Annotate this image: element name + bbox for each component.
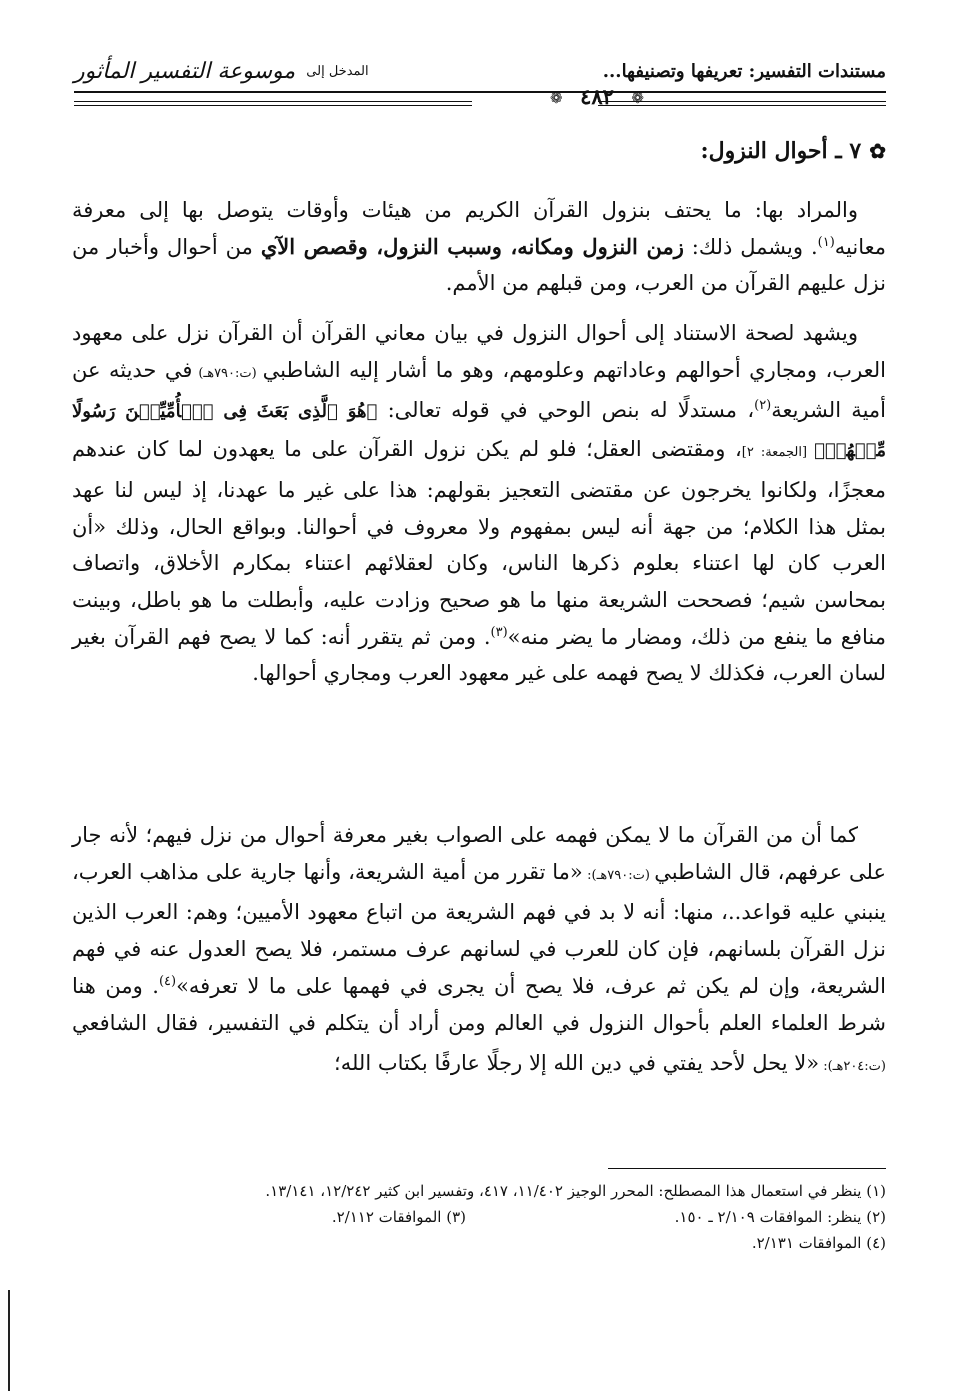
page-edge-line [8,1290,10,1391]
footnote-ref-1: (١) [817,234,835,250]
para2-text-4: ، ومقتضى العقل؛ فلو لم يكن نزول القرآن على ما يعهدون لما كان عندهم معجزًا، ولكانوا يخرجون عن مقتضى التعجيز بقولهم: هذا على غير ما عهدنا، إذ ليس لنا عهد بمثل هذا الكلام؛ من جهة أنه ليس بمفهوم ولا معروف في أحوالنا. وبواقع الحال، وذلك «أن العرب كان لها اعتناء بعلوم ذكرها الناس، وكان لعقلائهم اعتناء بمكارم الأخلاق، واتصاف بمحاسن شيم؛ فصححت الشريعة منها ما هو صحيح وزادت عليه، وأبطلت ما هو باطل، وبينت منافع ما ينفع من ذلك، ومضار ما يضر منه» [72,437,887,649]
death-date-shafii: (ت:٢٠٤هـ): [819,1059,886,1075]
footnote-row-2-3 [72,1204,886,1230]
section-heading-text: ٧ ـ أحوال النزول: [700,138,862,164]
footnote-4: (٤) الموافقات ٢/١٣١. [751,1234,886,1252]
death-date-shatibi-2: (ت:٧٩٠هـ): [582,867,655,883]
para1-bold: زمن النزول ومكانه، وسبب النزول، وقصص الآي [260,233,684,259]
ornament-icon: ❁ [631,89,644,107]
para3-text-3: . ومن هنا شرط العلماء العلم بأحوال النزول في العالم ومن أراد أن يتكلم في التفسير، فقال الشافعي [72,973,886,1035]
footnote-ref-3: (٣) [490,624,508,640]
quran-verse: ﴿هُوَ ٱلَّذِى بَعَثَ فِى ٱلۡأُمِّيِّـۧنَ رَسُولًا مِّنۡهُمۡ﴾ [72,401,887,462]
page-number-block [522,83,672,111]
book-title-main: موسوعة التفسير المأثور [74,59,296,84]
header-rule-left [74,101,472,102]
para1-text-1: والمراد بها: ما يحتف بنزول القرآن الكريم من هيئات وأوقات يتوصل بها إلى معرفة معانيه [72,198,886,259]
footnote-rule [608,1168,886,1169]
paragraph-1 [72,192,886,302]
header-rule [74,91,886,93]
para1-text-3: من أحوال وأخبار من نزل عليهم القرآن من العرب، ومن قبلهم من الأمم. [72,234,886,296]
page-header [74,55,886,117]
footnote-ref-2: (٢) [754,398,772,414]
footnote-2: (٢) ينظر: الموافقات ٢/١٠٩ ـ ١٥٠. [674,1208,886,1226]
para3-text-2: «ما تقرر من أمية الشريعة، وأنها جارية على مذاهب العرب، ينبني عليه قواعد..، منها: أنه لا بد في فهم الشريعة من اتباع معهود الأميين؛ وهم: العرب الذين نزل القرآن بلسانهم، فإن كان للعرب في لسانهم عرف مستمر، فلا يصح العدول عنه في فهم الشريعة، وإن لم يكن ثم عرف، فلا يصح أن يجرى في فهمها على ما لا تعرفه» [72,859,886,998]
paragraph-3 [72,817,886,1086]
footnote-ref-4: (٤) [158,973,177,989]
para3-text-1: كما أن من القرآن ما لا يمكن فهمه على الصواب بغير معرفة أحوال من نزل فيهم؛ لأنه جار على عرفهم، قال الشاطبي [72,823,887,884]
para1-text-2: . ويشمل ذلك: [683,234,818,259]
quran-verse-ref: [الجمعة: ٢] [741,445,815,461]
paragraph-2 [72,315,886,692]
flower-icon: ✿ [869,139,886,163]
para3-text-4: «لا يحل لأحد يفتي في دين الله إلا رجلًا عارفًا بكتاب الله؛ [334,1051,820,1076]
ornament-icon: ❁ [550,89,563,107]
book-title [74,59,369,84]
footnote-3: (٣) الموافقات ٢/١١٢. [331,1208,466,1226]
para2-text-1: ويشهد لصحة الاستناد إلى أحوال النزول في بيان معاني القرآن أن القرآن نزل على معهود العرب، ومجاري أحوالهم وعاداتهم وعلومهم، وهو ما أشار إليه الشاطبي [72,321,887,382]
running-title: مستندات التفسير: تعريفها وتصنيفها... [602,61,886,82]
para2-text-3: ، مستدلًا له بنص الوحي في قوله تعالى: [377,398,755,423]
footnote-1: (١) ينظر في استعمال هذا المصطلح: المحرر الوجيز ١١/٤٠٢، ٤١٧، وتفسير ابن كثير ١٢/٢٤٢، ١٣/١٤١. [265,1182,886,1200]
book-title-prefix: المدخل إلى [306,64,369,79]
footnotes [72,1178,886,1256]
section-heading [700,138,886,164]
para2-text-5: . ومن ثم يتقرر أنه: كما لا يصح فهم القرآن بغير لسان العرب، فكذلك لا يصح فهمه على غير معهود العرب ومجاري أحوالها. [72,624,886,686]
para2-text-2: في حديثه عن أمية الشريعة [72,357,886,423]
header-rule-left-2 [74,105,472,106]
death-date-shatibi: (ت:٧٩٠هـ) [192,365,263,381]
page-number: ٤٨٢ [580,84,614,109]
